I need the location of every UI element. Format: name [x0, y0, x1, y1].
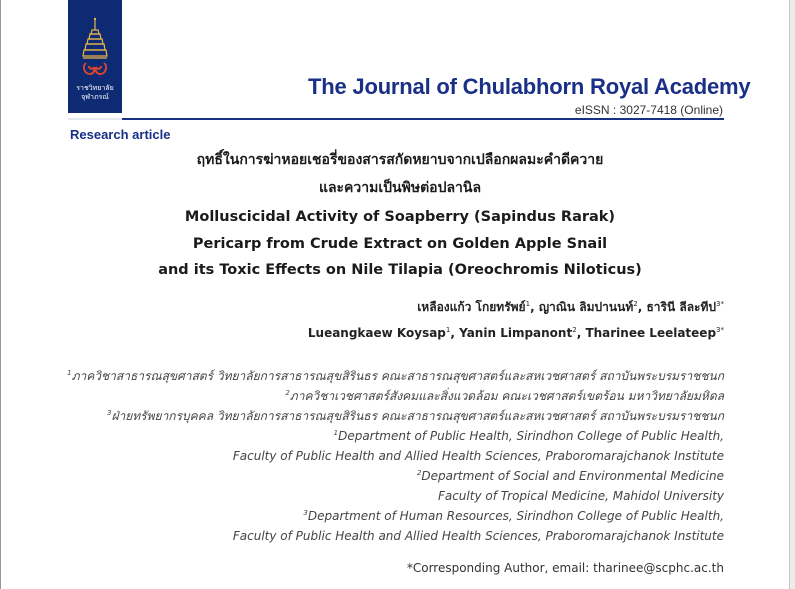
affiliation-text: Faculty of Public Health and Allied Health Sciences, Praboromarajchanok Institute	[232, 449, 724, 463]
author-name: Tharinee Leelateep	[585, 326, 717, 340]
affiliation-text: Department of Social and Environmental Medicine	[421, 469, 724, 483]
affiliation-text: ภาควิชาเวชศาสตร์สังคมและสิ่งแวดล้อม คณะเวชศาสตร์เขตร้อน มหาวิทยาลัยมหิดล	[289, 389, 724, 403]
vertical-scrollbar[interactable]	[789, 0, 795, 589]
author-separator: ,	[637, 300, 647, 314]
royal-crown-emblem-icon	[68, 0, 122, 84]
page-left-border	[0, 0, 1, 589]
article-type-label: Research article	[70, 127, 171, 142]
affiliation-mark: 2	[416, 469, 422, 477]
affiliation-line	[60, 388, 724, 404]
author-separator: ,	[576, 326, 586, 340]
eissn-label: eISSN : 3027-7418 (Online)	[574, 103, 723, 117]
affiliation-text: Department of Public Health, Sirindhon College of Public Health,	[338, 429, 724, 443]
author-affiliation-mark: 1	[525, 300, 531, 308]
affiliation-text: Faculty of Tropical Medicine, Mahidol University	[437, 489, 724, 503]
author-name: ญาณิน ลิมปานนท์	[538, 300, 634, 314]
title-thai-line2: และความเป็นพิษต่อปลานิล	[318, 180, 482, 196]
affiliation-mark: 1	[67, 369, 72, 377]
affiliation-text: Department of Human Resources, Sirindhon College of Public Health,	[307, 509, 724, 523]
affiliation-mark: 1	[333, 429, 339, 437]
affiliation-line	[60, 448, 724, 464]
affiliation-line	[60, 528, 724, 544]
author-affiliation-mark: 2	[572, 326, 577, 334]
affiliation-text: ฝ่ายทรัพยากรบุคคล วิทยาลัยการสาธารณสุขสิรินธร คณะสาธารณสุขศาสตร์และสหเวชศาสตร์ สถาบันพระบรมราชชนก	[111, 409, 724, 423]
author-name: Yanin Limpanont	[459, 326, 573, 340]
author-name: Lueangkaew Koysap	[307, 326, 446, 340]
header-divider	[122, 118, 724, 120]
affiliation-line	[60, 368, 724, 384]
authors-thai	[250, 299, 724, 316]
logo-caption-line1: ราชวิทยาลัย	[76, 84, 114, 92]
affiliation-mark: 3	[303, 509, 308, 517]
corresponding-author-email: *Corresponding Author, email: tharinee@scphc.ac.th	[406, 561, 724, 575]
author-affiliation-mark: 3*	[716, 326, 724, 334]
affiliation-text: Faculty of Public Health and Allied Health Sciences, Praboromarajchanok Institute	[232, 529, 724, 543]
title-english-line3: and its Toxic Effects on Nile Tilapia (Oreochromis Niloticus)	[158, 262, 642, 278]
affiliation-mark: 2	[285, 389, 290, 397]
author-name: ธารินี ลีละทีป	[646, 300, 717, 314]
logo-caption-line2: จุฬาภรณ์	[81, 93, 109, 101]
title-english-line2: Pericarp from Crude Extract on Golden Apple Snail	[192, 236, 608, 252]
title-thai-line1: ฤทธิ์ในการฆ่าหอยเชอรี่ของสารสกัดหยาบจากเปลือกผลมะคำดีควาย	[196, 152, 604, 168]
authors-english	[250, 325, 724, 342]
affiliation-line	[60, 488, 724, 504]
author-name: เหลืองแก้ว โกยทรัพย์	[417, 300, 526, 314]
affiliation-line	[60, 508, 724, 524]
author-affiliation-mark: 2	[633, 300, 638, 308]
academy-logo	[68, 0, 122, 113]
author-affiliation-mark: 1	[445, 326, 451, 334]
affiliation-line	[60, 408, 724, 424]
journal-title: The Journal of Chulabhorn Royal Academy	[308, 74, 751, 99]
affiliation-text: ภาควิชาสาธารณสุขศาสตร์ วิทยาลัยการสาธารณสุขสิรินธร คณะสาธารณสุขศาสตร์และสหเวชศาสตร์ สถาบันพระบรมราชชนก	[71, 369, 724, 383]
affiliation-line	[60, 428, 724, 444]
author-separator: ,	[450, 326, 460, 340]
affiliation-mark: 3	[107, 409, 112, 417]
author-separator: ,	[530, 300, 539, 314]
affiliation-line	[60, 468, 724, 484]
title-english-line1: Molluscicidal Activity of Soapberry (Sapindus Rarak)	[184, 209, 616, 225]
author-affiliation-mark: 3*	[716, 300, 724, 308]
